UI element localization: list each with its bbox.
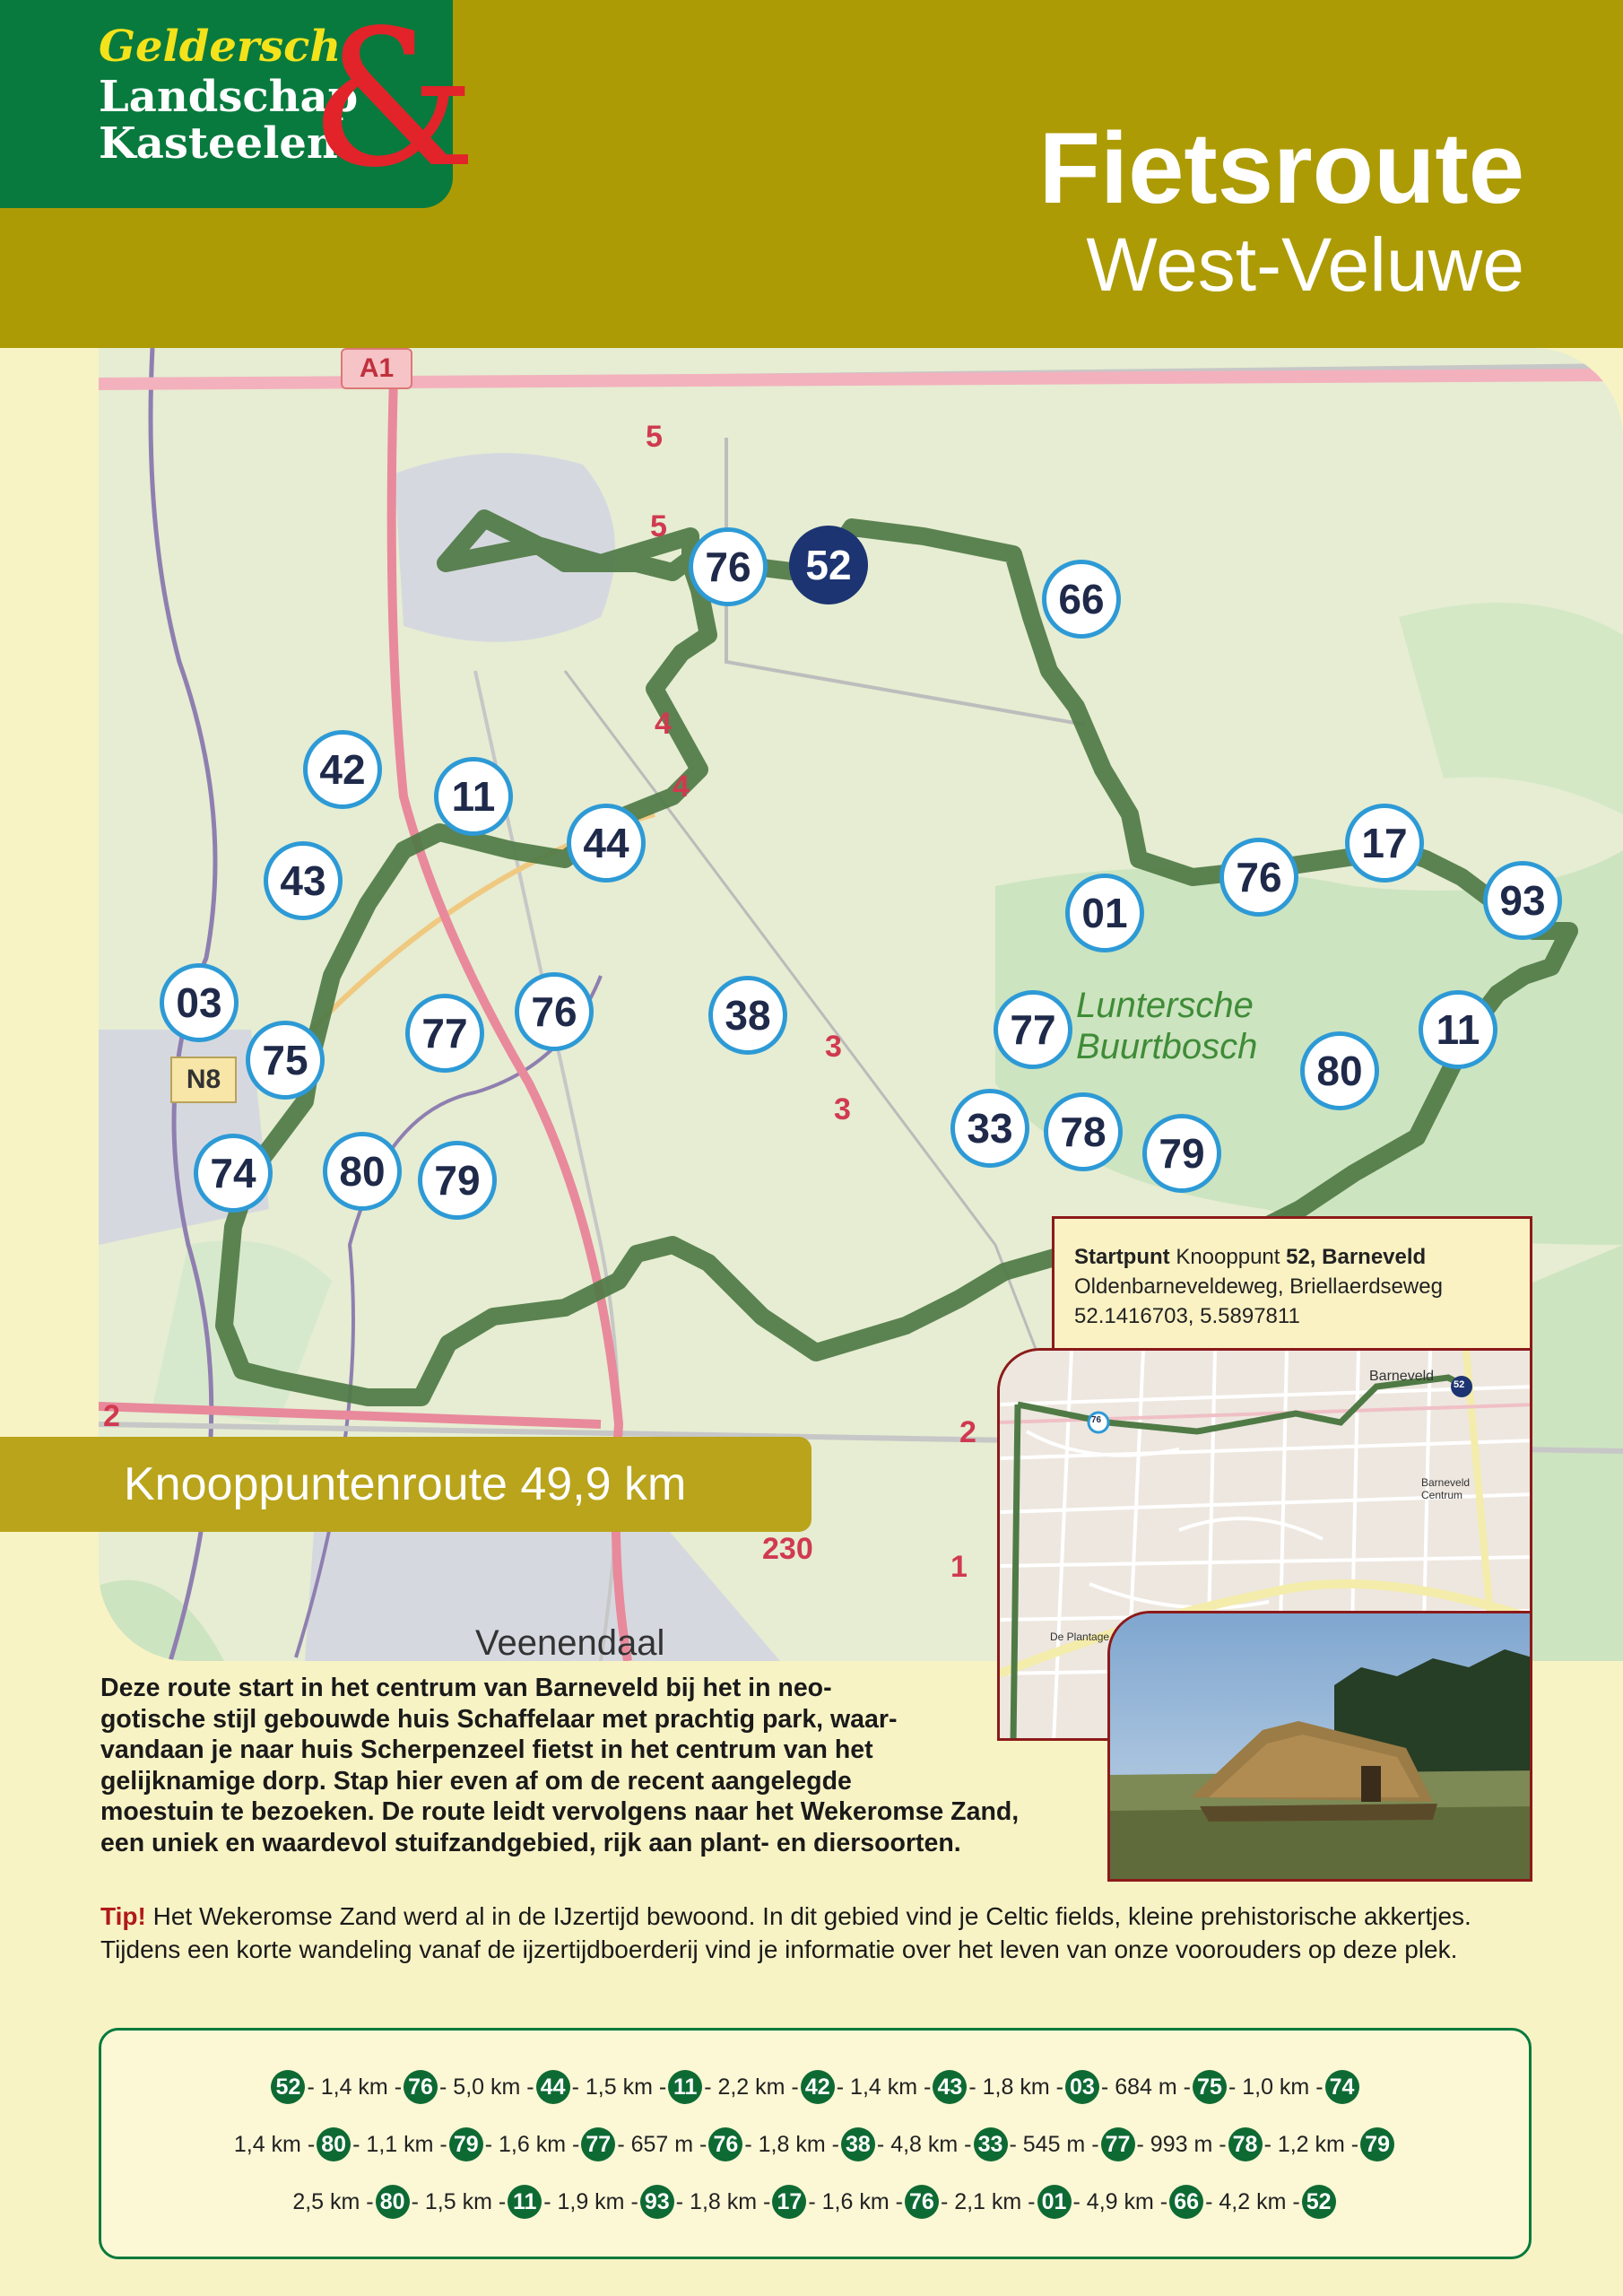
legend-distance: - 2,1 km - <box>940 2188 1036 2214</box>
node-01[interactable]: 01 <box>1065 874 1144 952</box>
legend-node: 17 <box>772 2185 806 2219</box>
legend-distance: - 2,2 km - <box>704 2074 799 2100</box>
legend-row-1 <box>101 2070 1529 2104</box>
legend-node: 11 <box>668 2070 702 2104</box>
node-78[interactable]: 78 <box>1044 1092 1123 1171</box>
inset-street-label: De Plantage <box>1050 1631 1110 1643</box>
start-address: Oldenbarneveldeweg, Briellaerdseweg <box>1074 1274 1443 1299</box>
inset-node-52: 52 <box>1454 1379 1465 1390</box>
node-17[interactable]: 17 <box>1345 804 1424 883</box>
legend-node: 43 <box>933 2070 967 2104</box>
start-point-box <box>1052 1216 1532 1352</box>
logo-ampersand: & <box>309 0 477 209</box>
legend-distance: - 1,8 km - <box>968 2074 1063 2100</box>
page-title: Fietsroute <box>1038 112 1524 224</box>
legend-distance: 2,5 km - <box>292 2188 374 2214</box>
node-93[interactable]: 93 <box>1483 861 1562 940</box>
photo-drawing <box>1110 1613 1532 1882</box>
node-11-west[interactable]: 11 <box>434 757 513 836</box>
legend-node: 52 <box>271 2070 305 2104</box>
node-sequence-legend <box>99 2028 1532 2259</box>
legend-node: 76 <box>905 2185 939 2219</box>
legend-node: 11 <box>508 2185 542 2219</box>
node-77-east[interactable]: 77 <box>994 990 1072 1069</box>
legend-distance: - 1,6 km - <box>484 2131 580 2157</box>
legend-node: 80 <box>376 2185 410 2219</box>
node-66[interactable]: 66 <box>1042 560 1121 639</box>
node-74[interactable]: 74 <box>194 1134 273 1213</box>
legend-distance: - 684 m - <box>1100 2074 1191 2100</box>
road-number-5b: 5 <box>650 509 667 544</box>
legend-distance: - 1,5 km - <box>571 2074 667 2100</box>
node-80-west[interactable]: 80 <box>323 1132 402 1211</box>
node-76-east[interactable]: 76 <box>1219 838 1298 917</box>
legend-distance: - 1,5 km - <box>411 2188 507 2214</box>
legend-node: 93 <box>640 2185 674 2219</box>
place-veenendaal: Veenendaal <box>475 1623 665 1661</box>
legend-distance: - 1,9 km - <box>543 2188 638 2214</box>
node-44[interactable]: 44 <box>567 804 646 883</box>
legend-node: 76 <box>708 2127 742 2161</box>
legend-distance: - 4,9 km - <box>1072 2188 1168 2214</box>
legend-distance: - 1,8 km - <box>744 2131 839 2157</box>
road-number-2b: 2 <box>959 1415 976 1449</box>
node-38[interactable]: 38 <box>708 976 787 1055</box>
node-52-start[interactable]: 52 <box>789 526 868 604</box>
iron-age-farm-photo <box>1107 1611 1532 1882</box>
road-number-3b: 3 <box>834 1092 851 1126</box>
start-text: Knooppunt <box>1176 1245 1280 1269</box>
road-number-4a: 4 <box>655 707 672 741</box>
legend-distance: - 1,6 km - <box>808 2188 903 2214</box>
inset-centrum-label: Barneveld Centrum <box>1421 1476 1471 1501</box>
legend-node: 77 <box>581 2127 615 2161</box>
legend-node: 42 <box>801 2070 835 2104</box>
legend-distance: 1,4 km - <box>233 2131 316 2157</box>
tip-text: Het Wekeromse Zand werd al in de IJzertijd bewoond. In dit gebied vind je Celtic fields, kleine prehistorische akkertjes. Tijdens een korte wandeling vanaf de ijzertijdboerderij vind je informatie over het leven van onze voorouders op deze plek. <box>100 1902 1471 1963</box>
legend-node: 74 <box>1325 2070 1359 2104</box>
road-number-4b: 4 <box>673 770 690 804</box>
legend-distance: - 1,1 km - <box>352 2131 447 2157</box>
legend-distance: - 1,0 km - <box>1228 2074 1324 2100</box>
road-sign-a1: A1 <box>341 348 412 389</box>
start-label: Startpunt <box>1074 1245 1170 1269</box>
legend-node: 03 <box>1065 2070 1099 2104</box>
legend-node: 44 <box>536 2070 570 2104</box>
legend-distance: - 4,8 km - <box>876 2131 972 2157</box>
road-number-2a: 2 <box>103 1399 120 1433</box>
page-subtitle: West-Veluwe <box>1086 222 1524 307</box>
logo-line-kasteelen: Kasteelen <box>99 118 338 169</box>
legend-node: 76 <box>404 2070 438 2104</box>
legend-distance: - 5,0 km - <box>439 2074 534 2100</box>
legend-node: 77 <box>1101 2127 1135 2161</box>
legend-node: 66 <box>1169 2185 1203 2219</box>
node-79-west[interactable]: 79 <box>418 1141 497 1220</box>
legend-distance: - 545 m - <box>1009 2131 1099 2157</box>
inset-place-label: Barneveld <box>1369 1369 1435 1384</box>
legend-distance: - 993 m - <box>1136 2131 1227 2157</box>
node-79-east[interactable]: 79 <box>1142 1114 1221 1193</box>
description-line: gelijknamige dorp. Stap hier even af om de recent aangelegde <box>100 1766 852 1796</box>
legend-row-2 <box>101 2127 1529 2161</box>
place-buurtbosch: Buurtbosch <box>1076 1027 1258 1066</box>
legend-row-3 <box>101 2185 1529 2219</box>
place-luntersche: Luntersche <box>1076 986 1254 1025</box>
legend-distance: - 657 m - <box>617 2131 707 2157</box>
road-number-3a: 3 <box>825 1030 842 1064</box>
legend-node: 52 <box>1302 2185 1336 2219</box>
legend-node: 80 <box>317 2127 351 2161</box>
legend-node: 01 <box>1037 2185 1072 2219</box>
road-sign-n8: N8 <box>170 1057 237 1103</box>
legend-node: 75 <box>1193 2070 1227 2104</box>
legend-node: 38 <box>841 2127 875 2161</box>
node-76-west[interactable]: 76 <box>515 972 594 1051</box>
header-band <box>0 0 1623 348</box>
road-number-1: 1 <box>950 1550 968 1584</box>
legend-distance: - 4,2 km - <box>1205 2188 1300 2214</box>
tip-paragraph <box>100 1900 1535 1966</box>
tip-label: Tip! <box>100 1902 146 1930</box>
description-line: vandaan je naar huis Scherpenzeel fietst in het centrum van het <box>100 1735 873 1765</box>
legend-node: 79 <box>1360 2127 1394 2161</box>
node-76-north[interactable]: 76 <box>689 527 768 606</box>
legend-node: 78 <box>1228 2127 1263 2161</box>
description-line: Deze route start in het centrum van Barneveld bij het in neo- <box>100 1674 832 1702</box>
start-node: 52, Barneveld <box>1286 1245 1427 1269</box>
road-number-230: 230 <box>762 1532 813 1566</box>
start-point-line1 <box>1074 1242 1515 1272</box>
route-description <box>100 1673 1105 1859</box>
legend-distance: - 1,8 km - <box>675 2188 771 2214</box>
legend-distance: - 1,4 km - <box>836 2074 932 2100</box>
node-75[interactable]: 75 <box>246 1021 325 1100</box>
route-length-banner: Knooppuntenroute 49,9 km <box>0 1437 812 1532</box>
legend-node: 79 <box>449 2127 483 2161</box>
road-number-5a: 5 <box>646 420 663 454</box>
node-33[interactable]: 33 <box>950 1089 1029 1168</box>
legend-distance: - 1,2 km - <box>1263 2131 1359 2157</box>
logo[interactable] <box>0 0 477 209</box>
node-03[interactable]: 03 <box>160 963 239 1042</box>
logo-line-geldersch: Geldersch <box>99 22 342 72</box>
inset-node-76: 76 <box>1091 1415 1102 1425</box>
node-11-east[interactable]: 11 <box>1419 990 1497 1069</box>
node-80-east[interactable]: 80 <box>1300 1031 1379 1110</box>
node-42[interactable]: 42 <box>303 730 382 809</box>
logo-line-landschap: Landschap <box>99 72 359 122</box>
description-line: moestuin te bezoeken. De route leidt vervolgens naar het Wekeromse Zand, <box>100 1797 1020 1827</box>
legend-node: 33 <box>974 2127 1008 2161</box>
legend-distance: - 1,4 km - <box>307 2074 403 2100</box>
description-line: een uniek en waardevol stuifzandgebied, rijk aan plant- en diersoorten. <box>100 1828 961 1857</box>
node-43[interactable]: 43 <box>264 841 343 920</box>
description-line: gotische stijl gebouwde huis Schaffelaar met prachtig park, waar- <box>100 1704 898 1734</box>
start-coordinates: 52.1416703, 5.5897811 <box>1074 1304 1300 1328</box>
node-77-west[interactable]: 77 <box>405 994 484 1073</box>
